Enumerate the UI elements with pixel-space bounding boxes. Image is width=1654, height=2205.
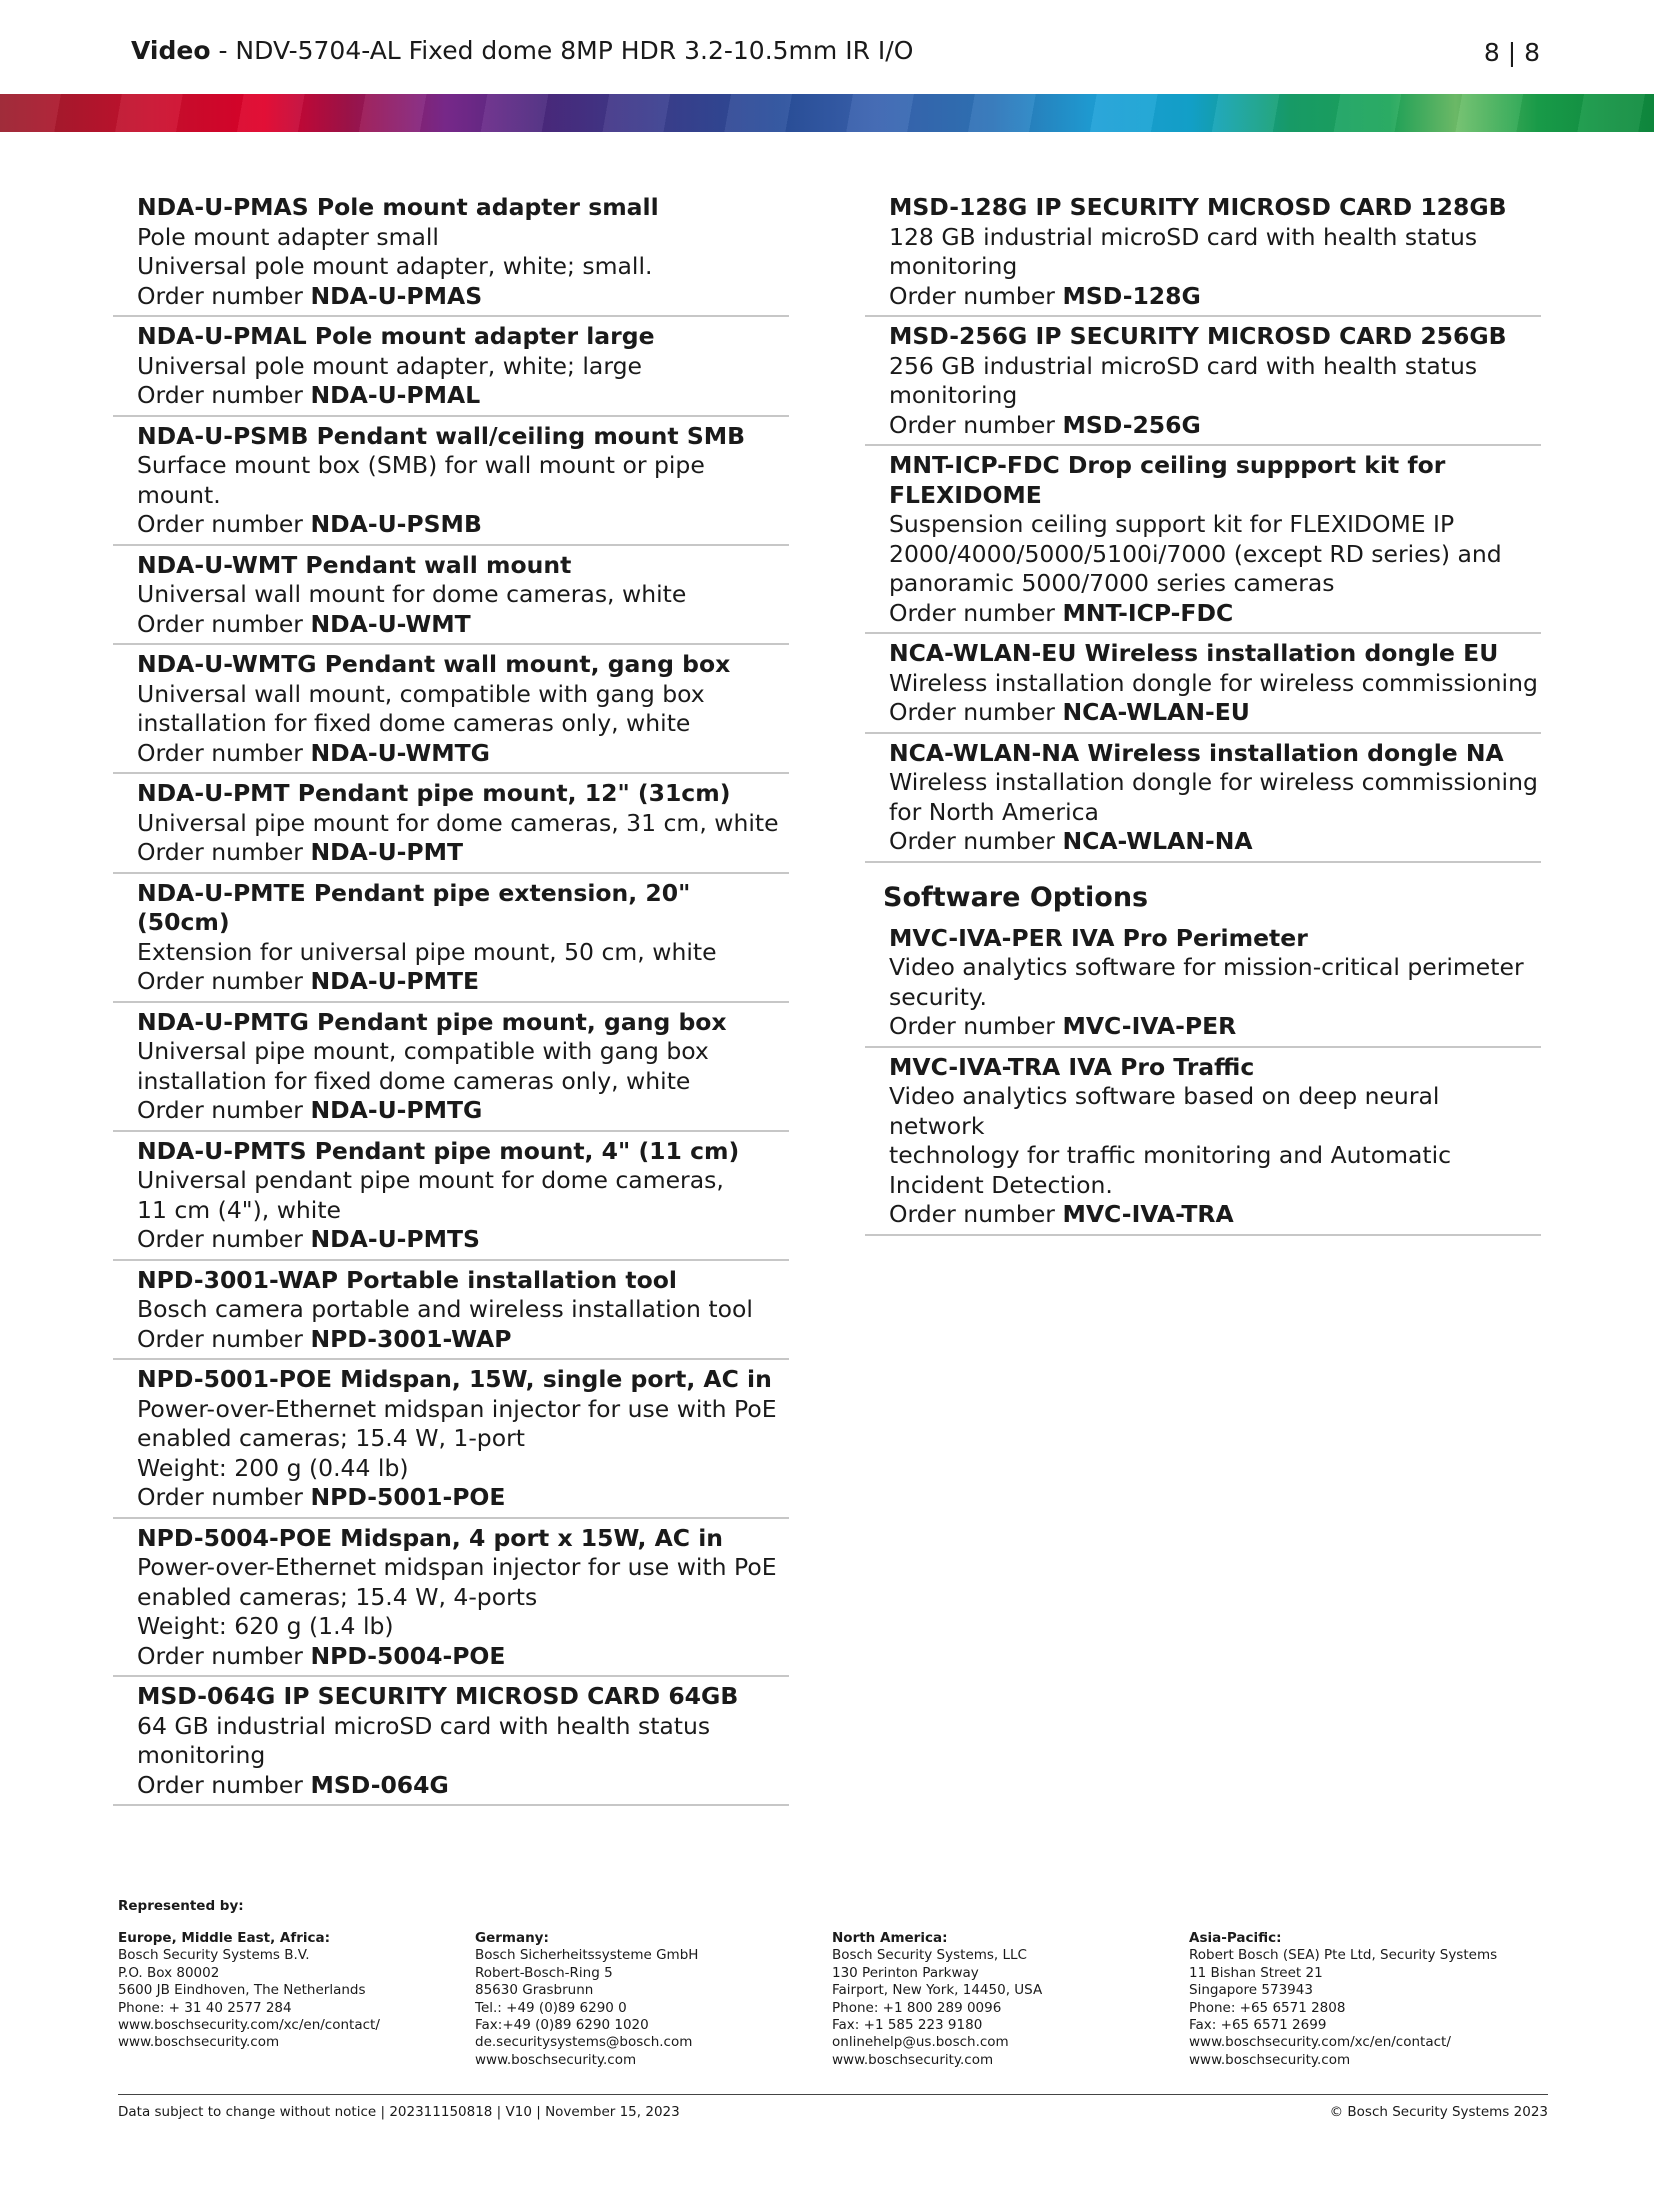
accessory-description: Universal pipe mount, compatible with gang box xyxy=(137,1037,709,1065)
order-number-value: NDA-U-PMAS xyxy=(310,281,483,310)
accessory-description: Universal pole mount adapter, white; small. xyxy=(137,252,653,280)
order-number-label: Order number xyxy=(889,1012,1063,1040)
accessory-description: 64 GB industrial microSD card with health status xyxy=(137,1711,711,1740)
accessory-item xyxy=(113,876,789,1003)
footer-divider xyxy=(118,2094,1548,2095)
accessory-title: NDA-U-PMTE Pendant pipe extension, 20" (50cm) xyxy=(137,878,691,936)
contact-line: 11 Bishan Street 21 xyxy=(1189,1964,1323,1981)
order-number-line xyxy=(889,599,1541,629)
contact-line: www.boschsecurity.com xyxy=(832,2051,994,2068)
order-number-line xyxy=(889,1200,1541,1230)
accessory-description: Universal pipe mount for dome cameras, 31 cm, white xyxy=(137,808,779,837)
order-number-label: Order number xyxy=(137,510,311,538)
order-number-line xyxy=(889,411,1541,441)
contact-line: Bosch Security Systems B.V. xyxy=(118,1947,310,1964)
order-number-value: MSD-256G xyxy=(1062,410,1201,439)
accessory-item xyxy=(865,319,1541,446)
contact-line: Fax: +1 585 223 9180 xyxy=(832,2017,983,2034)
order-number-label: Order number xyxy=(137,1225,311,1253)
accessory-item xyxy=(865,921,1541,1048)
document-title xyxy=(131,36,913,65)
accessory-description: 2000/4000/5000/5100i/7000 (except RD series) and xyxy=(889,539,1502,568)
contact-line: Bosch Sicherheitssysteme GmbH xyxy=(475,1947,699,1964)
contact-line: www.boschsecurity.com/xc/en/contact/ xyxy=(1189,2034,1451,2051)
order-number-label: Order number xyxy=(137,281,311,310)
accessory-item xyxy=(113,647,789,774)
accessory-description: Universal pendant pipe mount for dome cameras, xyxy=(137,1166,724,1194)
contact-line: Bosch Security Systems, LLC xyxy=(832,1947,1027,1964)
accessory-title: NDA-U-PMTS Pendant pipe mount, 4" (11 cm) xyxy=(137,1136,740,1165)
accessory-title: MSD-064G IP SECURITY MICROSD CARD 64GB xyxy=(137,1682,739,1710)
order-number-label: Order number xyxy=(137,1770,311,1799)
order-number-line xyxy=(137,1325,789,1355)
contact-line: 130 Perinton Parkway xyxy=(832,1964,979,1981)
order-number-line xyxy=(137,1483,789,1513)
contact-line: Tel.: +49 (0)89 6290 0 xyxy=(475,1999,627,2016)
contact-line: 85630 Grasbrunn xyxy=(475,1982,594,1999)
contact-line: www.boschsecurity.com xyxy=(118,2034,280,2051)
accessory-title: NCA-WLAN-EU Wireless installation dongle EU xyxy=(889,639,1499,667)
accessory-description: technology for traffic monitoring and Automatic xyxy=(889,1141,1452,1169)
contact-line: www.boschsecurity.com xyxy=(1189,2051,1351,2068)
accessory-item xyxy=(113,190,789,317)
order-number-line xyxy=(137,967,789,997)
order-number-line xyxy=(889,698,1541,728)
document-title-product: - NDV-5704-AL Fixed dome 8MP HDR 3.2-10.5mm IR I/O xyxy=(210,36,914,65)
order-number-label: Order number xyxy=(137,738,311,767)
contact-line: onlinehelp@us.bosch.com xyxy=(832,2034,1009,2051)
order-number-label: Order number xyxy=(137,1096,311,1124)
order-number-value: NPD-5001-POE xyxy=(310,1483,506,1511)
contact-line: de.securitysystems@bosch.com xyxy=(475,2034,693,2051)
accessory-title: MNT-ICP-FDC Drop ceiling suppport kit for xyxy=(889,451,1446,479)
contact-line: Fax: +65 6571 2699 xyxy=(1189,2017,1327,2034)
accessory-title: NPD-5001-POE Midspan, 15W, single port, AC in xyxy=(137,1365,772,1393)
order-number-value: MSD-128G xyxy=(1062,281,1201,310)
order-number-value: NDA-U-PMTE xyxy=(310,967,480,995)
contact-column xyxy=(1189,1930,1519,2069)
order-number-line xyxy=(137,838,789,868)
accessory-title: NDA-U-PMTG Pendant pipe mount, gang box xyxy=(137,1007,727,1036)
contact-region: Europe, Middle East, Africa: xyxy=(118,1930,331,1946)
accessory-description: Wireless installation dongle for wireless commissioning xyxy=(889,668,1538,697)
footer-copyright: © Bosch Security Systems 2023 xyxy=(1329,2104,1548,2120)
accessory-description: Weight: 620 g (1.4 lb) xyxy=(137,1612,394,1640)
order-number-line xyxy=(137,1642,789,1672)
accessory-description: Video analytics software for mission-critical perimeter xyxy=(889,953,1524,981)
order-number-label: Order number xyxy=(889,827,1063,855)
accessories-column-left xyxy=(113,190,789,1808)
order-number-value: NDA-U-PMTG xyxy=(310,1096,483,1124)
order-number-line xyxy=(889,827,1541,857)
order-number-label: Order number xyxy=(137,1324,311,1353)
accessory-description: Suspension ceiling support kit for FLEXIDOME IP xyxy=(889,510,1455,538)
accessory-item xyxy=(113,548,789,646)
accessory-description: Power-over-Ethernet midspan injector for use with PoE xyxy=(137,1394,777,1423)
order-number-value: NPD-5004-POE xyxy=(310,1641,506,1670)
accessory-title: NDA-U-PMAS Pole mount adapter small xyxy=(137,193,659,221)
order-number-line xyxy=(137,381,789,411)
order-number-line xyxy=(137,510,789,540)
order-number-line xyxy=(137,1096,789,1126)
contact-line: Robert-Bosch-Ring 5 xyxy=(475,1964,613,1981)
contact-line: Robert Bosch (SEA) Pte Ltd, Security Systems xyxy=(1189,1947,1498,1964)
brand-color-band xyxy=(0,94,1654,132)
accessory-title: FLEXIDOME xyxy=(889,480,1042,509)
order-number-label: Order number xyxy=(889,281,1063,310)
order-number-value: NDA-U-PMAL xyxy=(310,381,481,409)
order-number-line xyxy=(137,282,789,312)
order-number-label: Order number xyxy=(137,838,311,866)
order-number-line xyxy=(137,1225,789,1255)
contact-region: North America: xyxy=(832,1930,948,1946)
accessory-title: NPD-3001-WAP Portable installation tool xyxy=(137,1265,677,1294)
accessory-title: MSD-256G IP SECURITY MICROSD CARD 256GB xyxy=(889,322,1507,350)
accessory-item xyxy=(113,1005,789,1132)
accessory-item xyxy=(865,636,1541,734)
represented-by-label: Represented by: xyxy=(118,1898,244,1914)
software-options-heading: Software Options xyxy=(883,881,1149,913)
accessory-item xyxy=(113,419,789,546)
accessory-item xyxy=(865,190,1541,317)
accessory-title: NDA-U-PSMB Pendant wall/ceiling mount SMB xyxy=(137,421,746,450)
accessory-description: for North America xyxy=(889,797,1099,826)
accessory-description: monitoring xyxy=(889,252,1018,280)
accessory-description: Weight: 200 g (0.44 lb) xyxy=(137,1453,409,1482)
accessory-item xyxy=(865,448,1541,634)
order-number-value: MVC-IVA-TRA xyxy=(1062,1200,1234,1228)
accessory-description: Video analytics software based on deep neural network xyxy=(889,1082,1440,1140)
accessory-description: installation for fixed dome cameras only, white xyxy=(137,709,691,737)
accessory-title: NCA-WLAN-NA Wireless installation dongle NA xyxy=(889,738,1504,767)
accessory-title: NPD-5004-POE Midspan, 4 port x 15W, AC in xyxy=(137,1523,724,1552)
contact-line: www.boschsecurity.com xyxy=(475,2051,637,2068)
contact-region: Asia-Pacific: xyxy=(1189,1930,1282,1946)
contact-line: Fairport, New York, 14450, USA xyxy=(832,1982,1043,1999)
order-number-label: Order number xyxy=(137,967,311,995)
accessory-description: Power-over-Ethernet midspan injector for use with PoE xyxy=(137,1553,777,1581)
contact-column xyxy=(832,1930,1162,2069)
order-number-value: MSD-064G xyxy=(310,1770,449,1799)
contact-region: Germany: xyxy=(475,1930,549,1946)
contact-line: 5600 JB Eindhoven, The Netherlands xyxy=(118,1982,366,1999)
accessory-description: monitoring xyxy=(137,1741,266,1769)
accessory-title: NDA-U-PMT Pendant pipe mount, 12" (31cm) xyxy=(137,779,731,807)
accessories-column-right xyxy=(865,190,1541,1238)
order-number-label: Order number xyxy=(137,609,311,638)
accessory-description: panoramic 5000/7000 series cameras xyxy=(889,569,1335,597)
accessory-description: monitoring xyxy=(889,381,1018,409)
accessory-description: Surface mount box (SMB) for wall mount or pipe xyxy=(137,451,705,479)
order-number-label: Order number xyxy=(889,1200,1063,1228)
contact-line: www.boschsecurity.com/xc/en/contact/ xyxy=(118,2017,380,2034)
contact-line: Phone: + 31 40 2577 284 xyxy=(118,1999,292,2016)
accessory-item xyxy=(113,1134,789,1261)
accessory-description: 256 GB industrial microSD card with health status xyxy=(889,351,1478,380)
order-number-value: NDA-U-WMTG xyxy=(310,738,490,767)
accessory-title: MVC-IVA-TRA IVA Pro Traffic xyxy=(889,1052,1255,1081)
footer-notice: Data subject to change without notice | 202311150818 | V10 | November 15, 2023 xyxy=(118,2104,680,2120)
order-number-label: Order number xyxy=(889,410,1063,439)
contact-column xyxy=(118,1930,448,2052)
order-number-value: NDA-U-WMT xyxy=(310,609,471,638)
order-number-label: Order number xyxy=(137,1483,311,1511)
order-number-line xyxy=(137,610,789,640)
contact-line: Phone: +1 800 289 0096 xyxy=(832,1999,1002,2016)
accessory-item xyxy=(113,776,789,874)
accessory-description: Universal pole mount adapter, white; large xyxy=(137,351,642,380)
accessory-title: MVC-IVA-PER IVA Pro Perimeter xyxy=(889,923,1308,952)
accessory-description: Wireless installation dongle for wireless commissioning xyxy=(889,768,1538,796)
contact-line: P.O. Box 80002 xyxy=(118,1964,220,1981)
accessory-item xyxy=(113,1362,789,1519)
accessory-title: NDA-U-PMAL Pole mount adapter large xyxy=(137,322,655,350)
accessory-description: enabled cameras; 15.4 W, 4-ports xyxy=(137,1582,538,1611)
accessory-title: NDA-U-WMTG Pendant wall mount, gang box xyxy=(137,650,731,678)
order-number-label: Order number xyxy=(889,598,1063,627)
contact-line: Phone: +65 6571 2808 xyxy=(1189,1999,1346,2016)
contact-line: Fax:+49 (0)89 6290 1020 xyxy=(475,2017,649,2034)
order-number-label: Order number xyxy=(889,698,1063,726)
order-number-label: Order number xyxy=(137,1641,311,1670)
page-number: 8 | 8 xyxy=(1483,38,1540,67)
order-number-value: MVC-IVA-PER xyxy=(1062,1012,1237,1040)
order-number-line xyxy=(889,282,1541,312)
accessory-item xyxy=(113,319,789,417)
order-number-value: NDA-U-PMTS xyxy=(310,1225,480,1253)
accessory-description: security. xyxy=(889,982,987,1011)
accessory-item xyxy=(113,1263,789,1361)
accessory-description: Universal wall mount, compatible with gang box xyxy=(137,679,705,708)
order-number-value: NDA-U-PSMB xyxy=(310,510,482,538)
order-number-label: Order number xyxy=(137,381,311,409)
order-number-line xyxy=(137,1771,789,1801)
accessory-description: Pole mount adapter small xyxy=(137,222,439,251)
order-number-line xyxy=(889,1012,1541,1042)
accessory-item xyxy=(113,1521,789,1678)
accessory-description: Bosch camera portable and wireless installation tool xyxy=(137,1295,753,1323)
accessory-title: MSD-128G IP SECURITY MICROSD CARD 128GB xyxy=(889,193,1507,221)
order-number-value: NCA-WLAN-EU xyxy=(1062,698,1250,726)
accessory-title: NDA-U-WMT Pendant wall mount xyxy=(137,550,572,579)
order-number-value: NPD-3001-WAP xyxy=(310,1324,512,1353)
accessory-description: Extension for universal pipe mount, 50 cm, white xyxy=(137,937,717,966)
order-number-value: NCA-WLAN-NA xyxy=(1062,827,1253,855)
accessory-description: 11 cm (4"), white xyxy=(137,1195,342,1224)
accessory-description: Incident Detection. xyxy=(889,1170,1113,1199)
accessory-description: enabled cameras; 15.4 W, 1-port xyxy=(137,1424,525,1452)
document-title-category: Video xyxy=(131,36,211,65)
accessory-item xyxy=(113,1679,789,1806)
order-number-line xyxy=(137,739,789,769)
accessory-description: Universal wall mount for dome cameras, white xyxy=(137,580,687,608)
accessory-item xyxy=(865,736,1541,863)
contact-column xyxy=(475,1930,805,2069)
accessory-item xyxy=(865,1050,1541,1236)
accessory-description: installation for fixed dome cameras only, white xyxy=(137,1066,691,1095)
accessory-description: mount. xyxy=(137,480,221,509)
order-number-value: MNT-ICP-FDC xyxy=(1062,598,1234,627)
order-number-value: NDA-U-PMT xyxy=(310,838,464,866)
contact-line: Singapore 573943 xyxy=(1189,1982,1313,1999)
accessory-description: 128 GB industrial microSD card with health status xyxy=(889,222,1478,251)
